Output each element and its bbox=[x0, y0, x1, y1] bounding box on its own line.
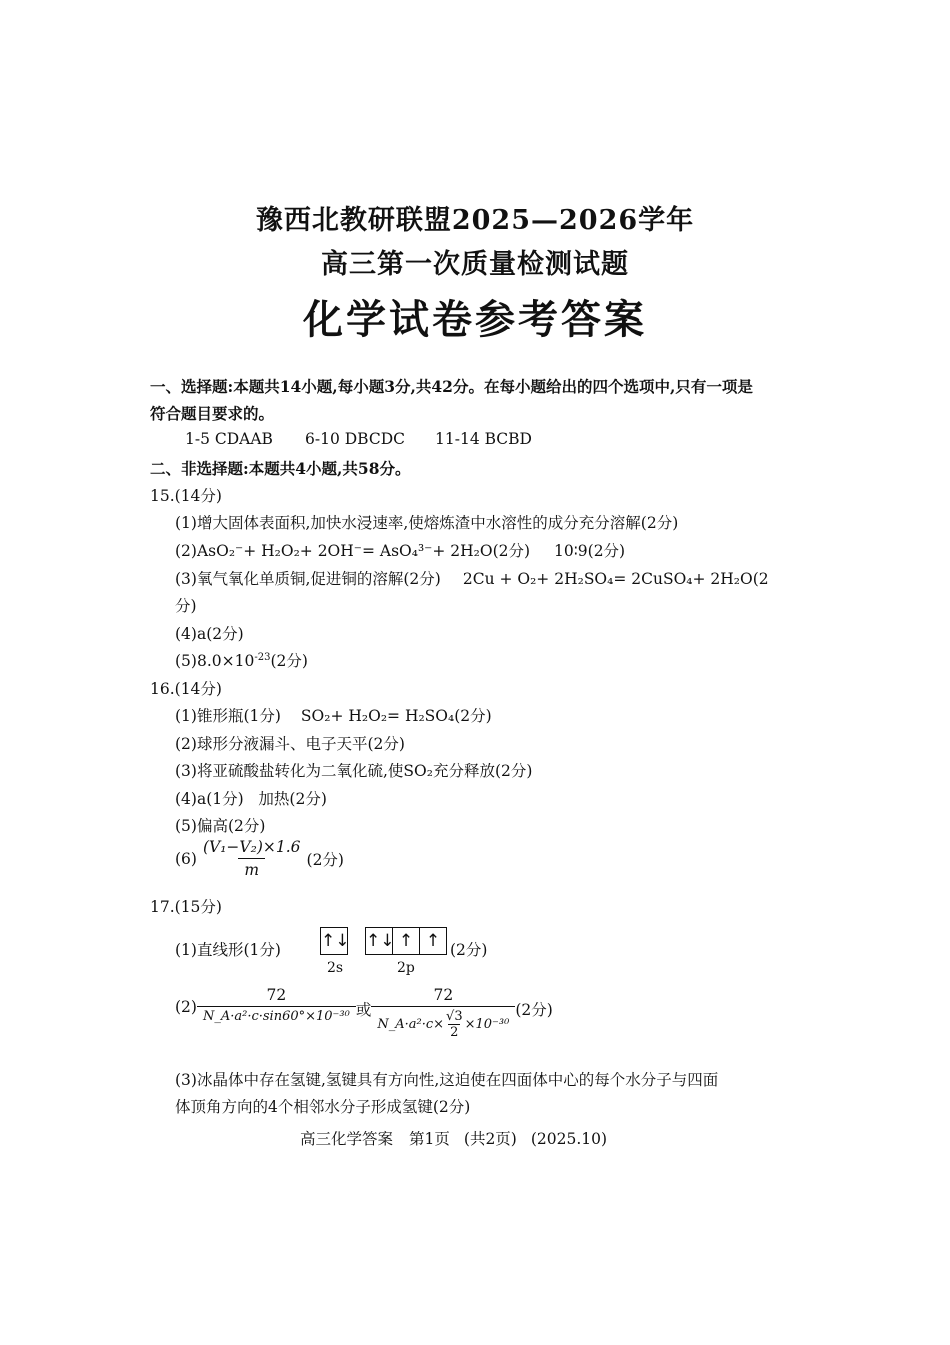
q17-part-2-or: 或 bbox=[355, 1001, 372, 1019]
q16-heading: 16.(14分) bbox=[150, 680, 222, 698]
q16-part-5: (5)偏高(2分) bbox=[175, 817, 266, 835]
answers-1-5: 1-5 CDAAB bbox=[185, 430, 273, 448]
q15-part-5-exponent: -23 bbox=[254, 652, 271, 663]
page-title: 化学试卷参考答案 bbox=[303, 296, 647, 343]
q15-part-3 bbox=[175, 567, 769, 589]
q17-part-2-f2-inner-fraction bbox=[444, 1009, 465, 1040]
q15-part-2-equation: AsO₂⁻+ H₂O₂+ 2OH⁻= AsO₄³⁻+ 2H₂O bbox=[196, 542, 493, 560]
orbital-2s-label: 2s bbox=[327, 960, 344, 976]
q17-part-2-fraction-2 bbox=[371, 986, 515, 1040]
q16-part-3 bbox=[175, 759, 532, 781]
orbital-2p-cell-1: ↑↓ bbox=[366, 931, 395, 951]
orbital-2p-label: 2p bbox=[397, 960, 415, 976]
section-1-heading: 一、选择题:本题共14小题,每小题3分,共42分。在每小题给出的四个选项中,只有一项是 bbox=[150, 377, 753, 396]
q16-part-6-fraction bbox=[197, 838, 307, 879]
q16-part-3-formula: SO₂ bbox=[403, 762, 433, 780]
q15-part-5 bbox=[175, 649, 308, 671]
q15-part-5-value: (5)8.0×10 bbox=[175, 652, 255, 670]
q16-part-2: (2)球形分液漏斗、电子天平(2分) bbox=[175, 735, 405, 753]
q16-part-1 bbox=[175, 704, 492, 726]
q15-part-2-ratio: 10∶9(2分) bbox=[554, 542, 626, 560]
orbital-2p-box bbox=[365, 927, 447, 955]
q15-part-1: (1)增大固体表面积,加快水浸速率,使熔炼渣中水溶性的成分充分溶解(2分) bbox=[175, 514, 679, 532]
footer-date: (2025.10) bbox=[530, 1130, 608, 1148]
q17-part-3-cont: 体顶角方向的4个相邻水分子形成氢键(2分) bbox=[175, 1098, 471, 1116]
q16-part-4: (4)a(1分) 加热(2分) bbox=[175, 790, 327, 808]
answers-11-14: 11-14 BCBD bbox=[435, 430, 532, 448]
q16-part-6-numerator: (V₁−V₂)×1.6 bbox=[202, 838, 301, 856]
q16-part-6-denominator: m bbox=[238, 858, 265, 879]
q16-part-3-text: (3)将亚硫酸盐转化为二氧化硫,使 bbox=[175, 762, 404, 780]
q17-part-1-text: (1)直线形(1分) bbox=[175, 941, 281, 959]
orbital-2p-cell-3: ↑ bbox=[419, 928, 446, 954]
q16-part-6-score: (2分) bbox=[306, 850, 344, 869]
q15-part-2 bbox=[175, 539, 625, 561]
footer-total: (共2页) bbox=[463, 1130, 517, 1148]
q17-part-2-f2-denominator bbox=[371, 1006, 515, 1040]
q15-part-3-text: (3)氧气氧化单质铜,促进铜的溶解(2分) bbox=[175, 570, 441, 588]
q15-part-3-cont: 分) bbox=[175, 597, 197, 615]
q17-part-2-f2-two: 2 bbox=[450, 1025, 459, 1040]
q16-part-1-score: (2分) bbox=[454, 707, 492, 725]
q16-part-1-equation: SO₂+ H₂O₂= H₂SO₄ bbox=[300, 707, 455, 725]
section-1-heading-cont: 符合题目要求的。 bbox=[150, 404, 275, 423]
q16-part-3-text-cont: 充分释放(2分) bbox=[432, 762, 533, 780]
q17-part-2-score: (2分) bbox=[515, 1001, 553, 1019]
q17-part-2 bbox=[175, 986, 553, 1040]
q15-part-3-equation: 2Cu + O₂+ 2H₂SO₄= 2CuSO₄+ 2H₂O(2 bbox=[462, 570, 769, 588]
q15-part-2-label: (2) bbox=[175, 542, 197, 560]
q17-part-2-label: (2) bbox=[175, 998, 197, 1016]
q17-part-2-f1-numerator: 72 bbox=[266, 986, 287, 1004]
footer bbox=[300, 1127, 607, 1149]
title-line-1: 豫西北教研联盟2025—2026学年 bbox=[255, 205, 695, 236]
footer-name: 高三化学答案 bbox=[300, 1130, 394, 1148]
answers-6-10: 6-10 DBCDC bbox=[305, 430, 406, 448]
q16-part-6 bbox=[175, 838, 344, 879]
q15-part-5-score: (2分) bbox=[270, 652, 308, 670]
section-2-heading: 二、非选择题:本题共4小题,共58分。 bbox=[150, 459, 411, 478]
q17-part-2-f1-denominator: N_A·a²·c·sin60°×10⁻³⁰ bbox=[197, 1006, 356, 1024]
q15-part-2-score: (2分) bbox=[492, 542, 531, 560]
q17-part-2-f2-sqrt: √3 bbox=[446, 1009, 463, 1024]
q17-part-2-fraction-1 bbox=[197, 986, 356, 1024]
orbital-2s-box bbox=[320, 927, 348, 955]
q17-part-3: (3)冰晶体中存在氢键,氢键具有方向性,这迫使在四面体中心的每个水分子与四面 bbox=[175, 1071, 719, 1089]
q15-part-4: (4)a(2分) bbox=[175, 625, 244, 643]
q17-part-1-score: (2分) bbox=[450, 941, 488, 959]
title-line-2: 高三第一次质量检测试题 bbox=[321, 249, 629, 280]
q17-part-2-f2-den-a: N_A·a²·c× bbox=[377, 1017, 445, 1032]
q17-part-2-f2-numerator: 72 bbox=[433, 986, 454, 1004]
q15-heading: 15.(14分) bbox=[150, 487, 222, 505]
q17-part-2-f2-den-b: ×10⁻³⁰ bbox=[464, 1017, 510, 1032]
orbital-2s-cell: ↑↓ bbox=[321, 931, 350, 951]
q16-part-6-label: (6) bbox=[175, 849, 197, 868]
footer-page: 第1页 bbox=[409, 1130, 450, 1148]
orbital-2p-cell-2: ↑ bbox=[392, 928, 419, 954]
q17-heading: 17.(15分) bbox=[150, 898, 222, 916]
q16-part-1-text: (1)锥形瓶(1分) bbox=[175, 707, 281, 725]
